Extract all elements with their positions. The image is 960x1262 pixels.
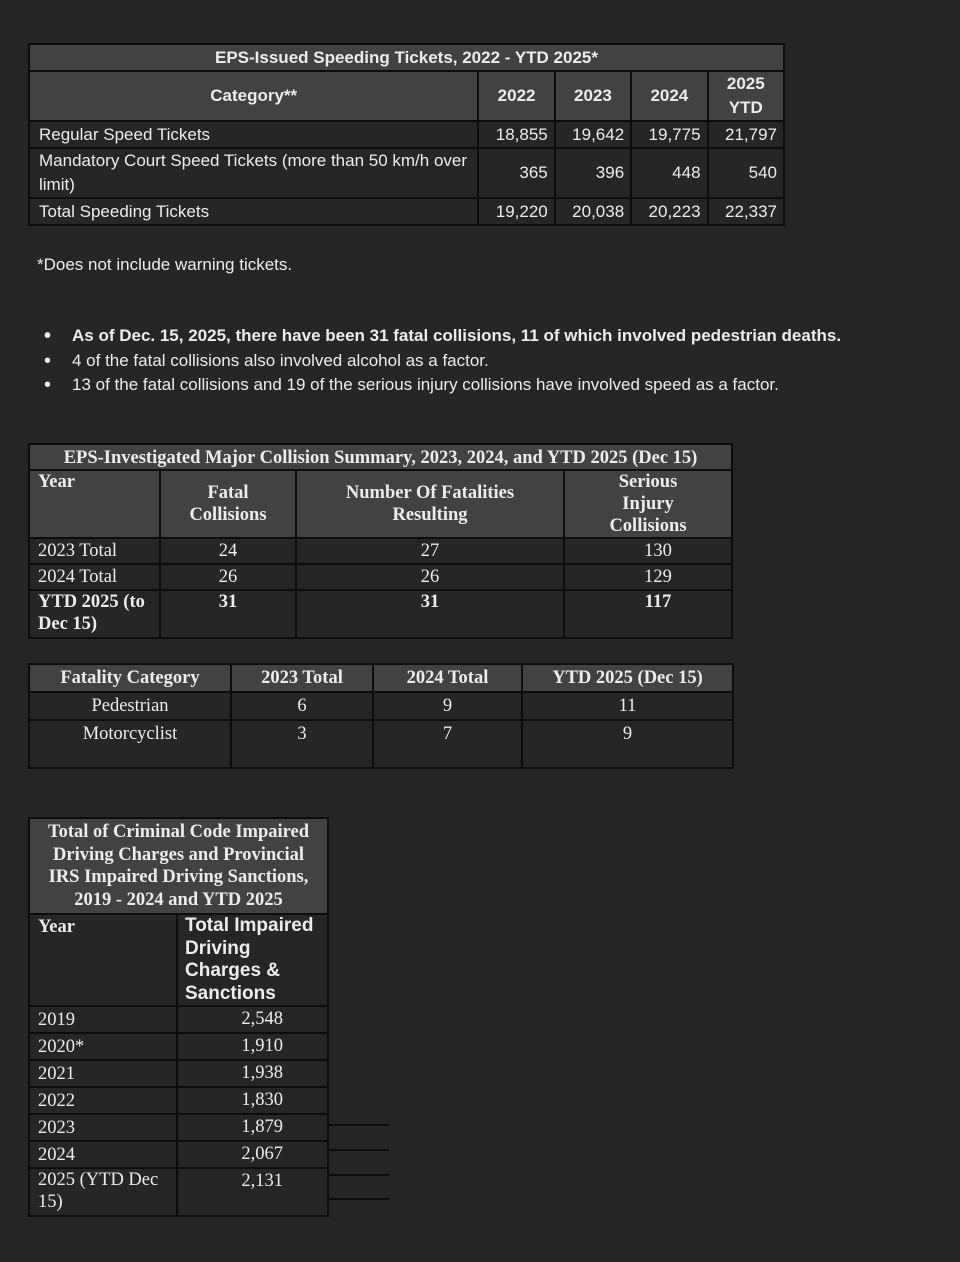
fatality-header: Fatality Category — [29, 664, 231, 692]
cell-value: 19,220 — [478, 198, 554, 225]
cell-value: 2,131 — [177, 1168, 328, 1216]
category-cell: Pedestrian — [29, 692, 231, 720]
cell-value: 27 — [296, 538, 564, 564]
table-row — [29, 1168, 328, 1216]
cell-value: 31 — [296, 590, 564, 638]
table-row — [29, 198, 784, 225]
cell-value: 1,830 — [177, 1087, 328, 1114]
cell-value: 365 — [478, 148, 554, 198]
cell-value: 117 — [564, 590, 732, 638]
table-row — [29, 1114, 328, 1141]
cell-value: 540 — [708, 148, 784, 198]
table-row — [29, 148, 784, 198]
table-row — [29, 564, 732, 590]
cell-value: 1,879 — [177, 1114, 328, 1141]
year-header: 2023 — [555, 71, 631, 121]
collision-summary-table — [28, 443, 733, 639]
table-row — [29, 1141, 328, 1168]
cell-value: 31 — [160, 590, 296, 638]
year-cell: 2021 — [29, 1060, 177, 1087]
impaired-header: Year — [29, 914, 177, 1006]
cell-value: 2,548 — [177, 1006, 328, 1033]
table-border-line — [329, 1198, 389, 1200]
impaired-table-title: Total of Criminal Code Impaired Driving Charges and Provincial IRS Impaired Driving Sanctions, 2019 - 2024 and YTD 2025 — [29, 818, 328, 914]
table-row — [29, 590, 732, 638]
year-cell: 2025 (YTD Dec 15) — [29, 1168, 177, 1216]
year-cell: 2023 Total — [29, 538, 160, 564]
row-label: Total Speeding Tickets — [29, 198, 478, 225]
cell-value: 396 — [555, 148, 631, 198]
bullet-item: • 13 of the fatal collisions and 19 of the serious injury collisions have involved speed as a factor. — [44, 373, 841, 398]
cell-value: 21,797 — [708, 121, 784, 148]
cell-value: 19,775 — [631, 121, 707, 148]
cell-value: 9 — [522, 720, 733, 768]
year-header: 2024 — [631, 71, 707, 121]
year-cell: 2024 — [29, 1141, 177, 1168]
cell-value: 1,938 — [177, 1060, 328, 1087]
bullet-item: • As of Dec. 15, 2025, there have been 31 fatal collisions, 11 of which involved pedestrian deaths. — [44, 324, 841, 349]
year-header: 2025 YTD — [708, 71, 784, 121]
speeding-tickets-table — [28, 43, 785, 226]
row-label: Regular Speed Tickets — [29, 121, 478, 148]
impaired-header: Total Impaired Driving Charges & Sanctions — [177, 914, 328, 1006]
year-header: 2022 — [478, 71, 554, 121]
year-cell: 2019 — [29, 1006, 177, 1033]
cell-value: 7 — [373, 720, 522, 768]
year-cell: 2024 Total — [29, 564, 160, 590]
cell-value: 130 — [564, 538, 732, 564]
table-row — [29, 1060, 328, 1087]
table-row — [29, 121, 784, 148]
fatality-header: YTD 2025 (Dec 15) — [522, 664, 733, 692]
year-cell: 2023 — [29, 1114, 177, 1141]
table-border-line — [329, 1124, 389, 1126]
cell-value: 20,223 — [631, 198, 707, 225]
cell-value: 129 — [564, 564, 732, 590]
cell-value: 26 — [296, 564, 564, 590]
year-cell: 2020* — [29, 1033, 177, 1060]
year-cell: YTD 2025 (to Dec 15) — [29, 590, 160, 638]
table-border-line — [329, 1174, 389, 1176]
impaired-driving-table — [28, 817, 329, 1217]
table-row — [29, 1006, 328, 1033]
bullet-list — [44, 324, 841, 398]
year-cell: 2022 — [29, 1087, 177, 1114]
table-row — [29, 1033, 328, 1060]
collision-header: Number Of Fatalities Resulting — [296, 470, 564, 538]
row-label: Mandatory Court Speed Tickets (more than 50 km/h over limit) — [29, 148, 478, 198]
cell-value: 20,038 — [555, 198, 631, 225]
fatality-header: 2024 Total — [373, 664, 522, 692]
collision-header: Serious Injury Collisions — [564, 470, 732, 538]
cell-value: 1,910 — [177, 1033, 328, 1060]
fatality-category-table — [28, 663, 734, 769]
cell-value: 11 — [522, 692, 733, 720]
cell-value: 26 — [160, 564, 296, 590]
collision-header: Fatal Collisions — [160, 470, 296, 538]
cell-value: 3 — [231, 720, 373, 768]
table-border-line — [329, 1149, 389, 1151]
cell-value: 9 — [373, 692, 522, 720]
category-header: Category** — [29, 71, 478, 121]
cell-value: 6 — [231, 692, 373, 720]
table-row — [29, 538, 732, 564]
category-cell: Motorcyclist — [29, 720, 231, 768]
collision-table-title: EPS-Investigated Major Collision Summary, 2023, 2024, and YTD 2025 (Dec 15) — [29, 444, 732, 470]
cell-value: 19,642 — [555, 121, 631, 148]
cell-value: 2,067 — [177, 1141, 328, 1168]
bullet-item: • 4 of the fatal collisions also involved alcohol as a factor. — [44, 349, 841, 374]
speeding-table-title: EPS-Issued Speeding Tickets, 2022 - YTD 2025* — [29, 44, 784, 71]
fatality-header: 2023 Total — [231, 664, 373, 692]
cell-value: 24 — [160, 538, 296, 564]
table-row — [29, 720, 733, 768]
collision-header: Year — [29, 470, 160, 538]
cell-value: 18,855 — [478, 121, 554, 148]
cell-value: 22,337 — [708, 198, 784, 225]
speeding-footnote: *Does not include warning tickets. — [37, 255, 293, 274]
table-row — [29, 1087, 328, 1114]
table-row — [29, 692, 733, 720]
cell-value: 448 — [631, 148, 707, 198]
